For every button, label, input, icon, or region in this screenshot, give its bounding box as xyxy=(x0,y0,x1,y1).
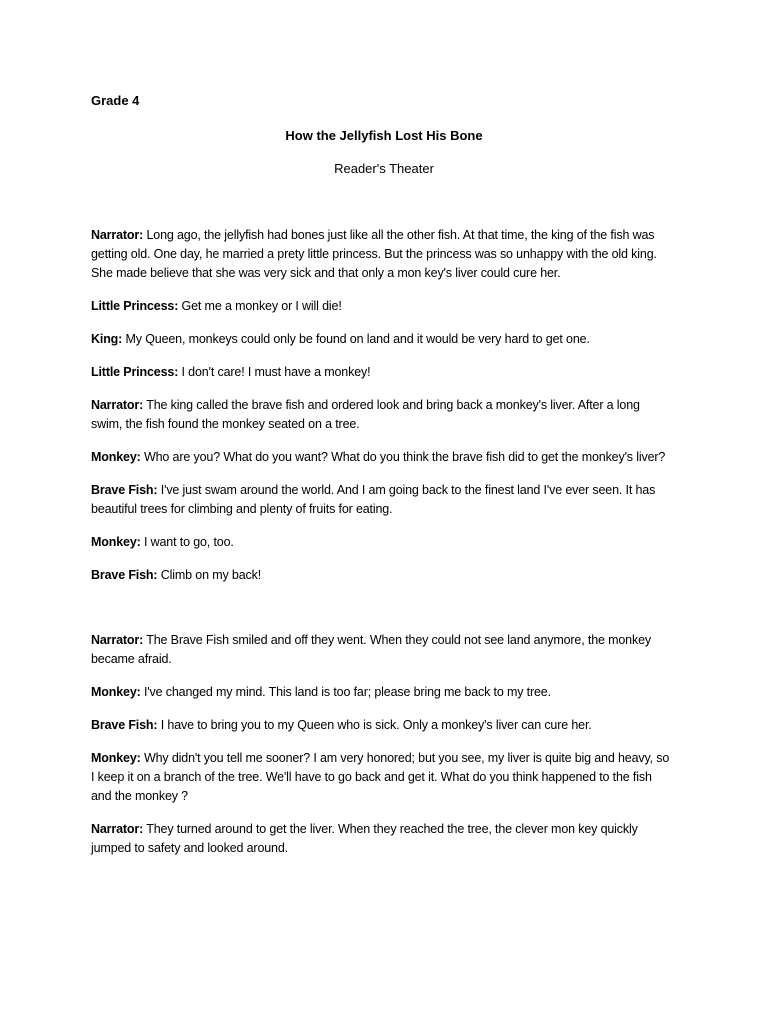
line-text: Long ago, the jellyfish had bones just like all the other fish. At that time, the king of the fish was getting old. One day, he married a prety little princess. But the princess was so unhappy with the old king. She made believe that she was very sick and that only a mon key's liver could cure her. xyxy=(91,228,657,280)
story-subtitle: Reader's Theater xyxy=(334,161,434,176)
speaker-label: Narrator: xyxy=(91,228,144,242)
speaker-label: King: xyxy=(91,332,123,346)
script-line xyxy=(91,820,671,858)
speaker-label: Little Princess: xyxy=(91,299,179,313)
line-text: The Brave Fish smiled and off they went. When they could not see land anymore, the monkey became afraid. xyxy=(91,633,651,666)
speaker-label: Brave Fish: xyxy=(91,483,158,497)
line-text: Get me a monkey or I will die! xyxy=(178,299,342,313)
speaker-label: Brave Fish: xyxy=(91,568,158,582)
speaker-label: Monkey: xyxy=(91,535,141,549)
script-line xyxy=(91,481,671,519)
script-line xyxy=(91,396,671,434)
speaker-label: Monkey: xyxy=(91,751,141,765)
speaker-label: Monkey: xyxy=(91,685,141,699)
speaker-label: Little Princess: xyxy=(91,365,179,379)
line-text: I have to bring you to my Queen who is sick. Only a monkey's liver can cure her. xyxy=(157,718,592,732)
speaker-label: Narrator: xyxy=(91,398,144,412)
line-text: I've changed my mind. This land is too far; please bring me back to my tree. xyxy=(140,685,551,699)
speaker-label: Narrator: xyxy=(91,822,144,836)
grade-label: Grade 4 xyxy=(91,93,140,108)
story-title: How the Jellyfish Lost His Bone xyxy=(285,128,483,143)
script-body xyxy=(91,226,671,872)
line-text: I don't care! I must have a monkey! xyxy=(178,365,371,379)
script-line xyxy=(91,716,671,735)
script-line xyxy=(91,749,671,806)
script-line xyxy=(91,330,671,349)
speaker-label: Brave Fish: xyxy=(91,718,158,732)
script-line xyxy=(91,363,671,382)
line-text: I want to go, too. xyxy=(140,535,234,549)
script-line xyxy=(91,683,671,702)
line-text: Who are you? What do you want? What do you think the brave fish did to get the monkey's liver? xyxy=(140,450,666,464)
line-text: The king called the brave fish and ordered look and bring back a monkey's liver. After a long swim, the fish found the monkey seated on a tree. xyxy=(91,398,640,431)
script-line xyxy=(91,631,671,669)
script-line xyxy=(91,297,671,316)
line-text: Why didn't you tell me sooner? I am very honored; but you see, my liver is quite big and heavy, so I keep it on a branch of the tree. We'll have to go back and get it. What do you think happened to the fish and the monkey ? xyxy=(91,751,670,803)
script-line xyxy=(91,533,671,552)
speaker-label: Monkey: xyxy=(91,450,141,464)
speaker-label: Narrator: xyxy=(91,633,144,647)
line-text: My Queen, monkeys could only be found on land and it would be very hard to get one. xyxy=(122,332,590,346)
line-text: I've just swam around the world. And I am going back to the finest land I've ever seen. It has beautiful trees for climbing and plenty of fruits for eating. xyxy=(91,483,656,516)
script-line xyxy=(91,448,671,467)
line-text: They turned around to get the liver. When they reached the tree, the clever mon key quickly jumped to safety and looked around. xyxy=(91,822,638,855)
line-text: Climb on my back! xyxy=(157,568,262,582)
script-line xyxy=(91,226,671,283)
script-line xyxy=(91,566,671,585)
